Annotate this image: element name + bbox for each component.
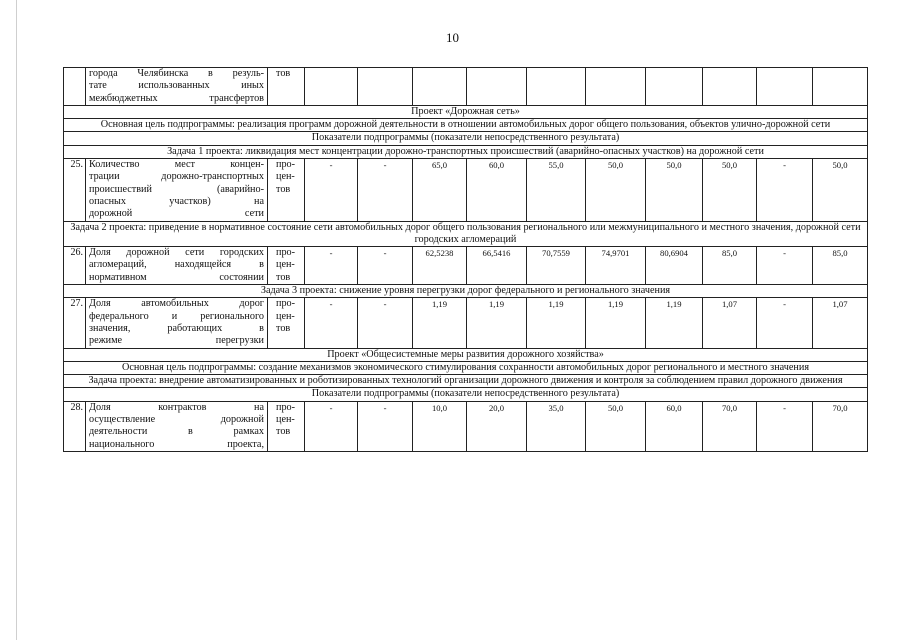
section-row bbox=[64, 145, 868, 158]
indicator-name bbox=[86, 401, 268, 451]
section-heading: Задача проекта: внедрение автоматизированных и роботизированных технологий организации дорожного движения и контроля за соблюдением правил дорожного движения bbox=[64, 375, 868, 388]
unit-line: про- bbox=[276, 298, 296, 310]
section-row bbox=[64, 105, 868, 118]
row-number: 28. bbox=[64, 401, 86, 451]
value-cell: 55,0 bbox=[527, 159, 586, 221]
value-cell bbox=[813, 68, 868, 106]
row-number bbox=[64, 68, 86, 106]
unit-of-measure bbox=[268, 247, 305, 285]
indicator-name-line: тате использованных иных bbox=[89, 80, 264, 92]
indicator-name-line: происшествий (аварийно- bbox=[89, 183, 264, 195]
value-cell bbox=[305, 68, 358, 106]
row-number: 25. bbox=[64, 159, 86, 221]
table-row bbox=[64, 68, 868, 106]
unit-line: тов bbox=[276, 68, 291, 79]
section-heading: Основная цель подпрограммы: реализация программ дорожной деятельности в отношении автомобильных дорог общего пользования, объектов улично-дорожной сети bbox=[64, 119, 868, 132]
indicator-name-line: дорожной сети bbox=[89, 208, 264, 220]
section-row bbox=[64, 285, 868, 298]
value-cell: - bbox=[305, 159, 358, 221]
unit-line: цен- bbox=[276, 171, 295, 183]
row-number: 26. bbox=[64, 247, 86, 285]
table-row bbox=[64, 401, 868, 451]
indicators-table bbox=[63, 67, 868, 452]
value-cell: 70,0 bbox=[813, 401, 868, 451]
indicator-name bbox=[86, 247, 268, 285]
indicator-name-line: Доля дорожной сети городских bbox=[89, 247, 264, 259]
indicator-name-line: трации дорожно-транспортных bbox=[89, 171, 264, 183]
indicator-name-line: города Челябинска в резуль- bbox=[89, 68, 264, 79]
value-cell: 70,0 bbox=[703, 401, 757, 451]
section-row bbox=[64, 132, 868, 145]
section-heading: Задача 3 проекта: снижение уровня перегрузки дорог федерального и регионального значения bbox=[64, 285, 868, 298]
section-row bbox=[64, 221, 868, 247]
indicator-name-line: агломераций, находящейся в bbox=[89, 259, 264, 271]
value-cell: 50,0 bbox=[586, 401, 646, 451]
section-row bbox=[64, 388, 868, 401]
indicator-name-line: деятельности в рамках bbox=[89, 426, 264, 438]
value-cell bbox=[757, 68, 813, 106]
section-heading: Проект «Общесистемные меры развития дорожного хозяйства» bbox=[64, 348, 868, 361]
value-cell: 70,7559 bbox=[527, 247, 586, 285]
value-cell: 1,19 bbox=[413, 298, 467, 348]
value-cell: 1,19 bbox=[527, 298, 586, 348]
unit-line: цен- bbox=[276, 414, 295, 426]
unit-line: про- bbox=[276, 401, 296, 413]
section-heading: Задача 2 проекта: приведение в нормативное состояние сети автомобильных дорог общего пользования регионального или межмуниципального и местного значения, дорожной сети городских агломераций bbox=[64, 221, 868, 247]
indicator-name-line: осуществление дорожной bbox=[89, 414, 264, 426]
value-cell: 65,0 bbox=[413, 159, 467, 221]
page-edge-line bbox=[16, 0, 17, 640]
value-cell: 50,0 bbox=[703, 159, 757, 221]
value-cell: 62,5238 bbox=[413, 247, 467, 285]
value-cell: - bbox=[757, 247, 813, 285]
value-cell: 10,0 bbox=[413, 401, 467, 451]
value-cell bbox=[586, 68, 646, 106]
value-cell: - bbox=[305, 247, 358, 285]
value-cell: 1,19 bbox=[646, 298, 703, 348]
unit-line: про- bbox=[276, 247, 296, 259]
indicator-name-line: национального проекта, bbox=[89, 438, 264, 450]
unit-line: про- bbox=[276, 159, 296, 171]
section-row bbox=[64, 361, 868, 374]
indicator-name bbox=[86, 68, 268, 106]
indicator-name-line: опасных участков) на bbox=[89, 195, 264, 207]
value-cell: - bbox=[305, 298, 358, 348]
value-cell: 1,07 bbox=[813, 298, 868, 348]
value-cell bbox=[703, 68, 757, 106]
value-cell: 50,0 bbox=[813, 159, 868, 221]
section-heading: Показатели подпрограммы (показатели непосредственного результата) bbox=[64, 132, 868, 145]
value-cell: - bbox=[305, 401, 358, 451]
value-cell: 35,0 bbox=[527, 401, 586, 451]
indicator-name bbox=[86, 298, 268, 348]
value-cell: 1,19 bbox=[467, 298, 527, 348]
value-cell: 85,0 bbox=[813, 247, 868, 285]
indicator-name-line: межбюджетных трансфертов bbox=[89, 92, 264, 104]
section-row bbox=[64, 375, 868, 388]
value-cell: 66,5416 bbox=[467, 247, 527, 285]
value-cell: 60,0 bbox=[467, 159, 527, 221]
section-row bbox=[64, 348, 868, 361]
unit-line: цен- bbox=[276, 310, 295, 322]
value-cell: 1,07 bbox=[703, 298, 757, 348]
section-heading: Проект «Дорожная сеть» bbox=[64, 105, 868, 118]
value-cell: 60,0 bbox=[646, 401, 703, 451]
indicator-name-line: Доля контрактов на bbox=[89, 401, 264, 413]
unit-of-measure bbox=[268, 401, 305, 451]
value-cell bbox=[358, 68, 413, 106]
table-body bbox=[64, 68, 868, 452]
indicator-name-line: Доля автомобильных дорог bbox=[89, 298, 264, 310]
unit-line: цен- bbox=[276, 259, 295, 271]
value-cell bbox=[413, 68, 467, 106]
indicator-name-line: федерального и регионального bbox=[89, 310, 264, 322]
unit-line: тов bbox=[276, 426, 291, 438]
value-cell: 80,6904 bbox=[646, 247, 703, 285]
table-row bbox=[64, 298, 868, 348]
value-cell: 74,9701 bbox=[586, 247, 646, 285]
value-cell bbox=[527, 68, 586, 106]
value-cell bbox=[646, 68, 703, 106]
section-heading: Задача 1 проекта: ликвидация мест концентрации дорожно-транспортных происшествий (аварийно-опасных участков) на дорожной сети bbox=[64, 145, 868, 158]
unit-of-measure bbox=[268, 68, 305, 106]
value-cell: 20,0 bbox=[467, 401, 527, 451]
section-row bbox=[64, 119, 868, 132]
unit-line: тов bbox=[276, 271, 291, 283]
unit-line: тов bbox=[276, 183, 291, 195]
page-number: 10 bbox=[446, 30, 459, 45]
value-cell: 1,19 bbox=[586, 298, 646, 348]
indicator-name-line: режиме перегрузки bbox=[89, 335, 264, 347]
row-number: 27. bbox=[64, 298, 86, 348]
value-cell: - bbox=[757, 298, 813, 348]
value-cell: - bbox=[358, 159, 413, 221]
indicator-name-line: Количество мест концен- bbox=[89, 159, 264, 171]
table-row bbox=[64, 159, 868, 221]
table-row bbox=[64, 247, 868, 285]
value-cell bbox=[467, 68, 527, 106]
unit-line: тов bbox=[276, 322, 291, 334]
indicator-name-line: нормативном состоянии bbox=[89, 271, 264, 283]
indicator-name-line: значения, работающих в bbox=[89, 322, 264, 334]
value-cell: - bbox=[757, 401, 813, 451]
unit-of-measure bbox=[268, 159, 305, 221]
value-cell: - bbox=[358, 401, 413, 451]
value-cell: - bbox=[757, 159, 813, 221]
value-cell: 50,0 bbox=[646, 159, 703, 221]
value-cell: - bbox=[358, 247, 413, 285]
unit-of-measure bbox=[268, 298, 305, 348]
indicator-name bbox=[86, 159, 268, 221]
value-cell: - bbox=[358, 298, 413, 348]
value-cell: 50,0 bbox=[586, 159, 646, 221]
section-heading: Показатели подпрограммы (показатели непосредственного результата) bbox=[64, 388, 868, 401]
value-cell: 85,0 bbox=[703, 247, 757, 285]
section-heading: Основная цель подпрограммы: создание механизмов экономического стимулирования сохранности автомобильных дорог регионального и местного значения bbox=[64, 361, 868, 374]
